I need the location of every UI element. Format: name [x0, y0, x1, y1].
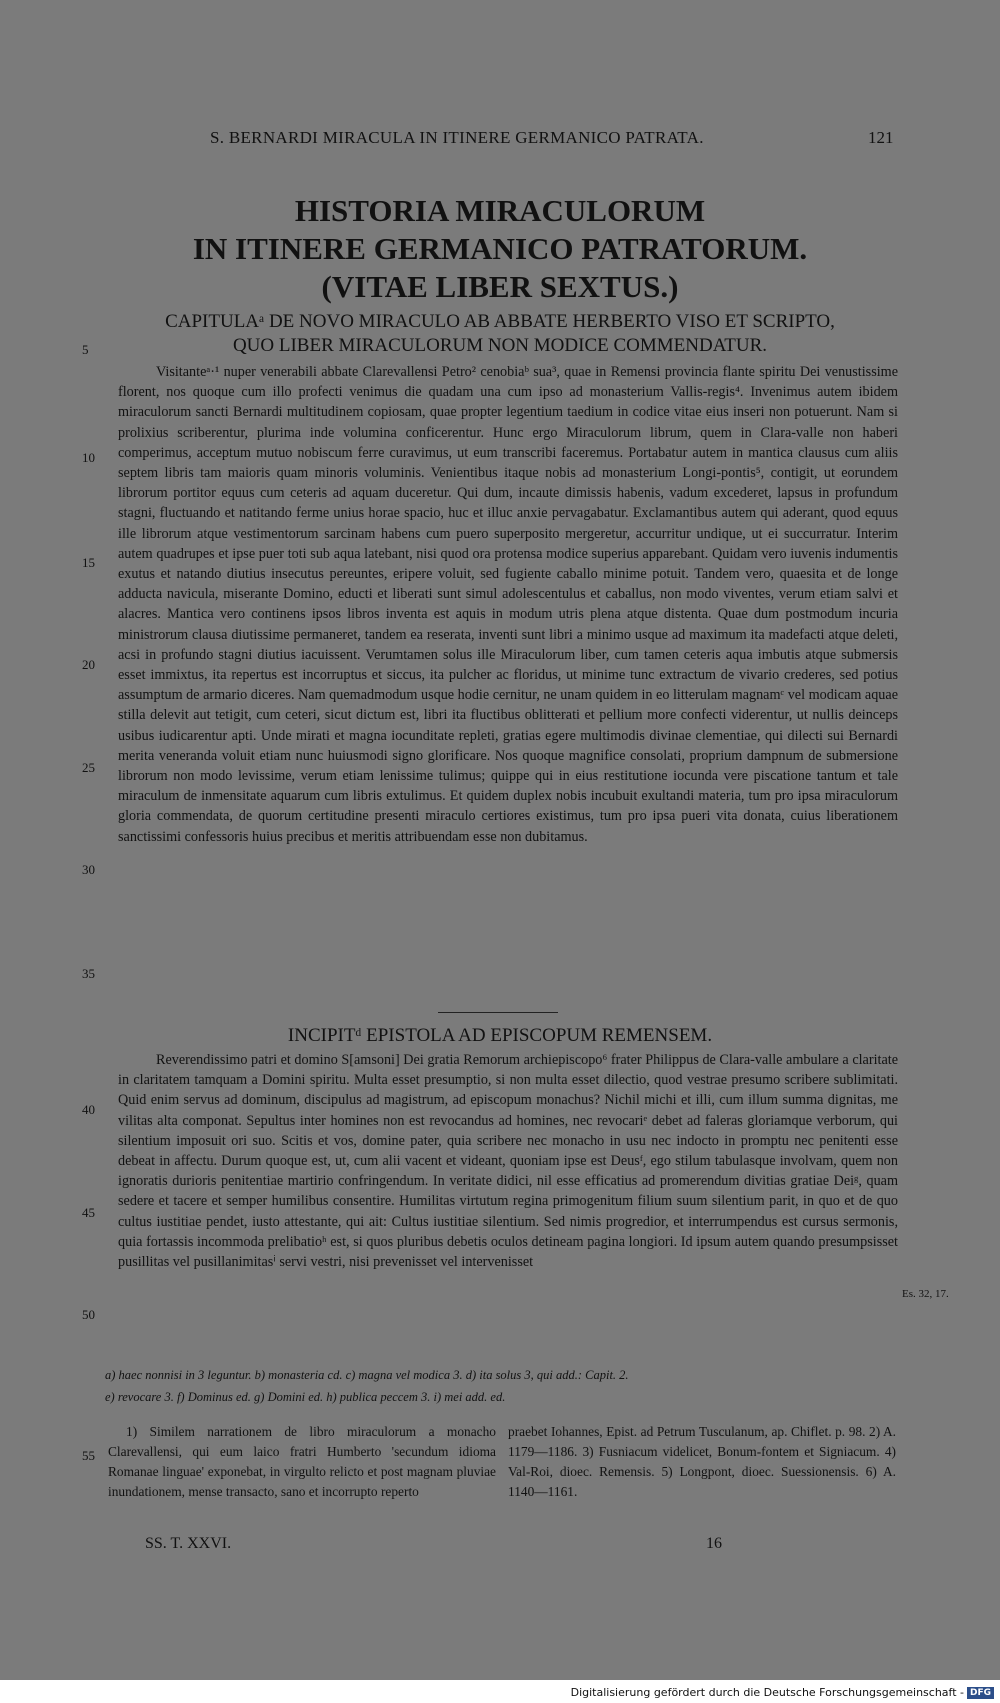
line-number: 45: [82, 1205, 95, 1220]
signature-sheet: 16: [706, 1535, 722, 1552]
footnote-left-column: 1) Similem narrationem de libro miraculorum a monacho Clarevallensi, qui eum laico fratri Humberto 'secundum idioma Romanae linguae' exponebat, in virgulto relicto et post magnam pluviae inundationem, mense transacto, sano et incorrupto reperto: [108, 1424, 496, 1499]
line-number: 30: [82, 862, 95, 877]
running-head: S. BERNARDI MIRACULA IN ITINERE GERMANICO PATRATA.: [210, 128, 704, 147]
signature-volume: SS. T. XXVI.: [145, 1535, 232, 1552]
variant-notes-line-1: a) haec nonnisi in 3 leguntur. b) monasteria cd. c) magna vel modica 3. d) ita solus 3, qui add.: Capit. 2.: [105, 1368, 629, 1382]
credit-text: Digitalisierung gefördert durch die Deutsche Forschungsgemeinschaft -: [570, 1686, 964, 1699]
line-number: 40: [82, 1102, 95, 1117]
variant-notes-line-2: e) revocare 3. f) Dominus ed. g) Domini ed. h) publica peccem 3. i) mei add. ed.: [105, 1390, 506, 1404]
line-number: 35: [82, 966, 95, 981]
section-divider: [438, 1012, 558, 1013]
line-number: 10: [82, 450, 95, 465]
title-line-1: HISTORIA MIRACULORUM: [294, 193, 706, 228]
line-number: 55: [82, 1448, 95, 1463]
epistola-heading: INCIPITᵈ EPISTOLA AD EPISCOPUM REMENSEM.: [287, 1025, 713, 1046]
body-paragraph-2: Reverendissimo patri et domino S[amsoni] Dei gratia Remorum archiepiscopo⁶ frater Philippus de Clara-valle ambulare a claritate in claritatem tamquam a Domini spiritu. Multa esset presumptio, si non multa esset dilectio, quod vestrae presumo scribere sublimitati. Quid enim servus ad dominum, discipulus ad magistrum, ad episcopum monachus? Nichil michi et illi, cum illum summa dignitas, me vilitas alta componat. Sepultus inter homines non est revocandus ad homines, nec revocariᵉ debet ad faleras gloriamque verborum, qui silentium imposuit ori suo. Scitis et vos, domine pater, quia scribere nec monacho in usu nec indocto in promptu nec penitenti esse debeat in affectu. Durum quoque est, ut, cum alii vacent et videant, quoniam ipse est Deusᶠ, ego stilum tabulasque involvam, quem non ignoratis durioris penitentiae martirio confringendum. In veritate didici, nil esse efficatius ad promerendum divitias gratiae Deiᵍ, quam sedere et tacere et semper humilibus consentire. Humilitas virtutum regina primogenitum filium suum silentium parit, in quo et de quo cultus iustitiae pendet, iusto attestante, qui ait: Cultus iustitiae silentium. Sed nimis progredior, et interrumpendus est cursus sermonis, quia fortassis incommoda prelibatioʰ est, si quos pluribus debetis oculos detineam pagina longiori. Id ipsum autem quando presumpsisset pusillitas vel pusillanimitasⁱ servi vestri, nisi prevenisset vel intervenisset: [118, 1052, 898, 1271]
footnote-right-column: praebet Iohannes, Epist. ad Petrum Tusculanum, ap. Chiflet. p. 98. 2) A. 1179—1186. 3) Fusniacum videlicet, Bonum-fontem et Signiacum. 4) Val-Roi, dioec. Remensis. 5) Longpont, dioec. Suessionensis. 6) A. 1140—1161.: [508, 1424, 896, 1499]
line-number: 5: [82, 342, 89, 357]
title-line-3: (VITAE LIBER SEXTUS.): [321, 269, 679, 304]
margin-reference: Es. 32, 17.: [902, 1288, 949, 1300]
line-number: 20: [82, 657, 95, 672]
capitula-line-2: QUO LIBER MIRACULORUM NON MODICE COMMENDATUR.: [232, 335, 768, 356]
capitula-line-1: CAPITULAᵃ DE NOVO MIRACULO AB ABBATE HERBERTO VISO ET SCRIPTO,: [165, 311, 835, 332]
line-number: 15: [82, 555, 95, 570]
dfg-logo: DFG: [967, 1687, 994, 1699]
page-number: 121: [868, 128, 894, 147]
line-number: 50: [82, 1307, 95, 1322]
line-number: 25: [82, 760, 95, 775]
body-paragraph-1: Visitanteᵃ·¹ nuper venerabili abbate Clarevallensi Petro² cenobiaᵇ sua³, quae in Remensi provincia flante spiritu Dei venustissime florent, nos quoque cum illo profecti venimus die quadam una cum ipso ad monasterium Vallis-regis⁴. Invenimus autem ibidem miraculorum sancti Bernardi multitudinem copiosam, quae propter legentium taedium in codice vitae eius inseri non potuerunt. Nam si prolixius scriberentur, plurima inde volumina conficerentur. Hunc ergo Miraculorum librum, quem in Clara-valle non haberi comperimus, acceptum mutuo nobiscum ferre curavimus, ut eum transcribi faceremus. Portabatur autem in mantica clausus cum aliis septem libris tam maioris quam minoris voluminis. Venientibus itaque nobis ad monasterium Longi-pontis⁵, contigit, ut eorundem librorum portitor equus cum ceteris ad aquam duceretur. Qui dum, incaute dimissis habenis, vadum excederet, lapsus in profundum stagni, fluctuando et natitando ferme unius horae spacio, huc et illuc anxie pervagabatur. Exclamantibus autem qui aderant, quod equus ille librorum atque vestimentorum sarcinam habens cum puero superposito mergeretur, accurritur undique, ut ei succurratur. Interim autem quadrupes et ipse puer toti sub aqua latebant, nisi quod ora protensa modice superius apparebant. Quidam vero iuvenis indumentis exutus et natando diutius insecutus pereuntes, eripere voluit, sed fugiente caballo minime potuit. Tandem vero, quaesita et de longe adducta navicula, miserante Domino, educti et liberati sunt simul adolescentulus et caballus, non modo viventes, verum etiam salvi et alacres. Mantica vero continens ipsos libros inventa est aquis in modum utris plena atque distenta. Quae dum postmodum incuria ministrorum clausa diutissime permaneret, tandem ea reserata, inventi sunt libri a minimo usque ad maximum ita madefacti atque deleti, acsi in profundo stagni diutius iacuissent. Verumtamen solus ille Miraculorum liber, cum tamen ceteris aqua imbutis atque submersis esset immixtus, ita repertus est incorruptus et siccus, ita pulcher ac floridus, ut minime tunc extractum de vivario crederes, sed potius assumptum de armario diceres. Nam quemadmodum usque hodie cernitur, ne unam quidem in eo litterulam magnamᶜ vel modicam aquae stilla delevit aut tetigit, cum ceteri, sicut dictum est, libri ita fluctibus oblitterati et pellium more confecti viderentur, ut nullis deinceps usibus iudicarentur apti. Unde mirati et magna iocunditate repleti, gratias egere multimodis divinae clementiae, qui dilecti sui Bernardi merita veneranda voluit etiam nunc huiusmodi signo glorificare. Nos quoque magnifice consolati, proprium dampnum de submersione librorum non modo levissime, verum etiam lenissime tulimus; quippe qui in eius restitutione iocunda vere piscatione tantum et tale miraculum de inmensitate aquarum cum libris extulimus. Et quidem duplex nobis incubuit exultandi materia, tum pro ipsa miraculorum gloria commendata, de quorum certitudine presenti miraculo certiores existimus, tum pro ipsa pueri vita donata, cuius liberationem sanctissimi confessoris huius precibus et meritis attribuendam esse non dubitamus.: [118, 364, 898, 845]
title-line-2: IN ITINERE GERMANICO PATRATORUM.: [192, 231, 808, 266]
digitization-credit: [571, 1686, 994, 1699]
